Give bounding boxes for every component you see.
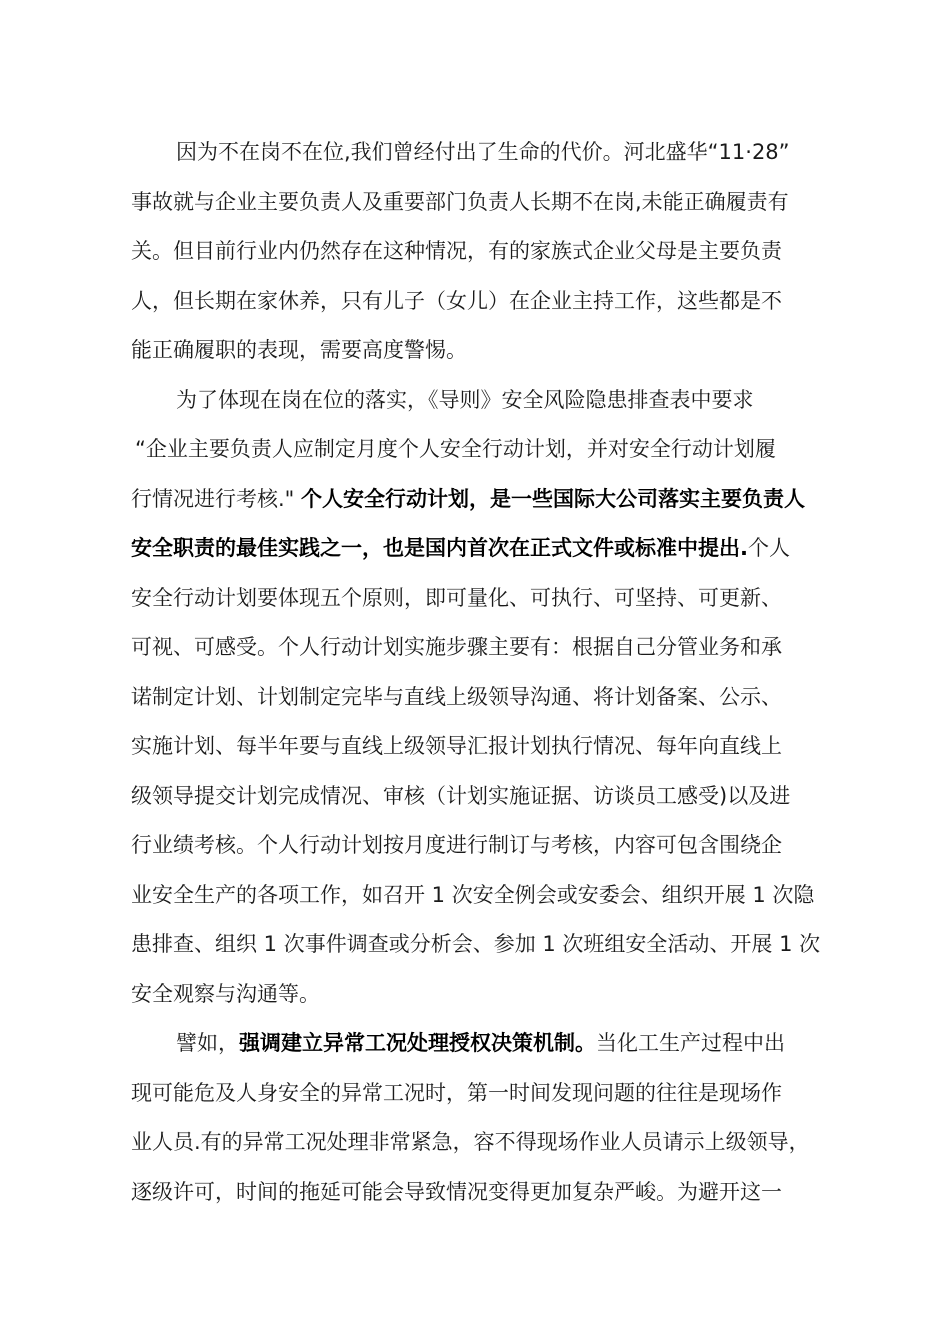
text-line [131, 524, 851, 574]
body-text-segment: 患排查、组织 1 次事件调查或分析会、参加 1 次班组安全活动、开展 1 次 [131, 932, 821, 956]
text-line [131, 722, 851, 772]
text-line [131, 574, 851, 624]
body-text-segment: 人，但长期在家休养，只有儿子（女儿）在企业主持工作，这些都是不 [131, 288, 782, 313]
body-text-segment: 业人员.有的异常工况处理非常紧急，容不得现场作业人员请示上级领导， [131, 1130, 810, 1154]
body-text-segment: 行业绩考核。个人行动计划按月度进行制订与考核，内容可包含围绕企 [131, 833, 782, 857]
body-text-segment: 能正确履职的表现，需要高度警惕。 [131, 338, 467, 362]
body-text-segment: 级领导提交计划完成情况、审核（计划实施证据、访谈员工感受)以及进 [131, 783, 791, 808]
text-line [131, 673, 851, 723]
body-text-segment: 关。但目前行业内仍然存在这种情况，有的家族式企业父母是主要负责 [131, 239, 782, 263]
body-text [131, 128, 851, 1217]
paragraph [131, 128, 851, 376]
text-line [131, 178, 851, 228]
body-text-segment: 事故就与企业主要负责人及重要部门负责人长期不在岗,未能正确履责有 [131, 189, 789, 214]
text-line [131, 128, 851, 178]
text-line [131, 1168, 851, 1218]
body-text-segment: 业安全生产的各项工作，如召开 1 次安全例会或安委会、组织开展 1 次隐 [131, 882, 815, 907]
body-text-segment: “企业主要负责人应制定月度个人安全行动计划，并对安全行动计划履 [135, 437, 776, 461]
bold-text: 安全职责的最佳实践之一，也是国内首次在正式文件或标准中提出. [131, 536, 748, 560]
paragraph [131, 376, 851, 1020]
paragraph [131, 1019, 851, 1217]
text-line [131, 1069, 851, 1119]
text-line [131, 1019, 851, 1069]
text-line [131, 475, 851, 525]
body-text-segment: 行情况进行考核." [131, 486, 302, 511]
bold-text: 个人安全行动计划，是一些国际大公司落实主要负责人 [301, 486, 806, 511]
text-line [131, 821, 851, 871]
text-line [131, 326, 851, 376]
text-line [131, 623, 851, 673]
body-text-segment: 因为不在岗不在位,我们曾经付出了生命的代价。河北盛华“11·28” [176, 140, 790, 164]
body-text-segment: 当化工生产过程中出 [596, 1031, 785, 1055]
text-line [131, 227, 851, 277]
body-text-segment: 为了体现在岗在位的落实，《导则》安全风险隐患排查表中要求 [176, 387, 754, 412]
text-line [131, 920, 851, 970]
body-text-segment: 安全观察与沟通等。 [131, 981, 320, 1006]
body-text-segment: 诺制定计划、计划制定完毕与直线上级领导沟通、将计划备案、公示、 [131, 684, 782, 709]
text-line [131, 871, 851, 921]
text-line [131, 1118, 851, 1168]
body-text-segment: 可视、可感受。个人行动计划实施步骤主要有：根据自己分管业务和承 [131, 635, 782, 659]
body-text-segment: 实施计划、每半年要与直线上级领导汇报计划执行情况、每年向直线上 [131, 734, 782, 758]
body-text-segment: 逐级许可，时间的拖延可能会导致情况变得更加复杂严峻。为避开这一 [131, 1179, 782, 1204]
text-line [131, 277, 851, 327]
body-text-segment: 现可能危及人身安全的异常工况时，第一时间发现问题的往往是现场作 [131, 1080, 782, 1105]
bold-text: 强调建立异常工况处理授权决策机制。 [239, 1031, 596, 1055]
text-line [131, 970, 851, 1020]
text-line [131, 425, 851, 475]
body-text-segment: 譬如， [176, 1031, 239, 1055]
text-line [131, 376, 851, 426]
body-text-segment: 个人 [747, 536, 790, 560]
text-line [131, 772, 851, 822]
body-text-segment: 安全行动计划要体现五个原则，即可量化、可执行、可坚持、可更新、 [131, 585, 782, 610]
